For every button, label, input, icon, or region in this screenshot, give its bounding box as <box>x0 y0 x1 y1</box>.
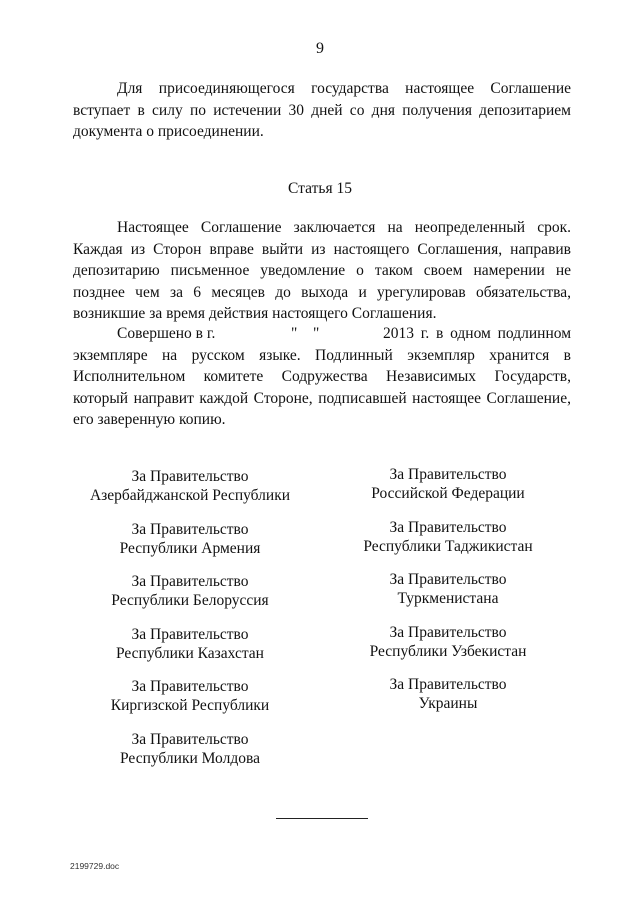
signature-country: Республики Белоруссия <box>111 592 269 609</box>
signature-country: Туркменистана <box>397 590 499 607</box>
signature-block <box>318 623 578 661</box>
signature-country: Российской Федерации <box>371 485 525 502</box>
signature-block <box>60 572 320 610</box>
signatures-left-column <box>60 467 320 782</box>
paragraph-line: Для присоединяющегося государства настоящее Соглашение <box>117 80 571 97</box>
signature-label: За Правительство <box>131 573 249 590</box>
signature-label: За Правительство <box>131 520 249 538</box>
signature-label: За Правительство <box>389 571 507 588</box>
paragraph-line: Исполнительном комитете Содружества Независимых Государств, <box>73 368 571 385</box>
concluded-city: Совершено в г. <box>117 325 216 342</box>
signature-block <box>318 465 578 503</box>
paragraph-line: документа о присоединении. <box>73 123 264 140</box>
signature-block <box>60 520 320 558</box>
signature-label: За Правительство <box>389 518 507 536</box>
signature-block <box>318 570 578 608</box>
document-id: 2199729.doc <box>70 861 120 871</box>
paragraph-line: депозитарию письменное уведомление о таком своем намерении не <box>73 262 571 279</box>
paragraph-line: возникшие за время действия настоящего Соглашения. <box>73 305 437 322</box>
signature-label: За Правительство <box>131 468 249 485</box>
signature-country: Республики Казахстан <box>116 644 264 662</box>
signature-block <box>318 675 578 713</box>
article-title: Статья 15 <box>288 180 352 197</box>
signature-block <box>60 677 320 715</box>
signature-label: За Правительство <box>389 466 507 483</box>
signature-label: За Правительство <box>131 730 249 748</box>
concluded-year: 2013 г. в одном подлинном <box>383 325 571 342</box>
paragraph-line: Каждая из Сторон вправе выйти из настоящего Соглашения, направив <box>73 240 571 258</box>
signature-block <box>60 467 320 505</box>
signature-country: Республики Таджикистан <box>363 537 533 555</box>
signature-label: За Правительство <box>131 625 249 643</box>
signature-label: За Правительство <box>131 678 249 695</box>
signature-country: Республики Молдова <box>120 749 260 767</box>
signature-country: Республики Узбекистан <box>369 642 527 660</box>
signature-country: Киргизской Республики <box>110 697 270 714</box>
signatures-right-column <box>318 465 578 728</box>
paragraph-line: который направит каждой Стороне, подписавшей настоящее Соглашение, <box>73 389 571 407</box>
signature-label: За Правительство <box>389 623 507 641</box>
paragraph-concluded <box>73 323 571 431</box>
signature-block <box>60 625 320 663</box>
signature-country: Азербайджанской Республики <box>89 487 291 504</box>
paragraph-line: Настоящее Соглашение заключается на неопределенный срок. <box>117 219 571 236</box>
signature-country: Республики Армения <box>119 539 261 557</box>
paragraph-line: вступает в силу по истечении 30 дней со дня получения депозитарием <box>73 101 571 119</box>
paragraph-accession <box>73 78 571 143</box>
paragraph-article-15 <box>73 217 571 325</box>
quote-close: " <box>313 325 320 342</box>
paragraph-line: его заверенную копию. <box>73 411 226 428</box>
page-number: 9 <box>316 40 324 57</box>
signature-label: За Правительство <box>389 676 507 693</box>
signature-country: Украины <box>418 695 478 712</box>
quote-open: " <box>291 325 298 342</box>
concluded-first-line <box>73 323 571 345</box>
signature-block <box>318 518 578 556</box>
paragraph-line: экземпляре на русском языке. Подлинный экземпляр хранится в <box>73 346 571 364</box>
signature-block <box>60 730 320 768</box>
closing-divider <box>276 818 368 819</box>
paragraph-line: позднее чем за 6 месяцев до выхода и урегулировав обязательства, <box>73 283 571 301</box>
